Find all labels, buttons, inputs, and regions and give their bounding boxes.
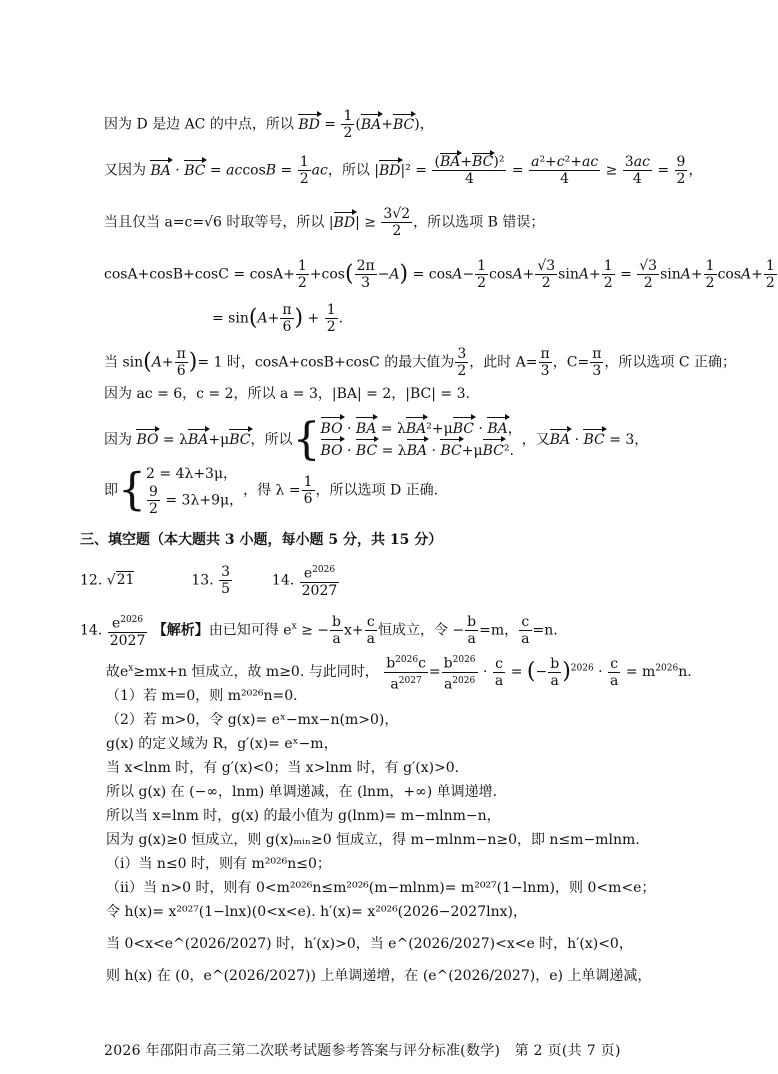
text-l8d: = 3， [609, 432, 649, 448]
text-l3: 当且仅当 a=c=√6 时取等号，所以 | [104, 214, 334, 231]
explanation-p6: 所以当 x=lnm 时，g(x) 的最小值为 g(lnm)= m−mlnm−n， [106, 808, 501, 824]
answer-12-label: 12. [80, 572, 103, 589]
explanation-p8: （ⅰ）当 n≤0 时，则有 m²⁰²⁶n≤0； [106, 856, 331, 872]
answer-13-label: 13. [191, 572, 214, 589]
line-equality: 当且仅当 a=c=√6 时取等号，所以 |BD| ≥ $\frac{3√2}{2}$ ，所以选项 B 错误； [104, 206, 545, 239]
text-l2b: ，所以 | [327, 162, 379, 179]
text-l1: 因为 D 是边 AC 的中点，所以 [104, 116, 294, 133]
line-bd-midpoint: 因为 D 是边 AC 的中点，所以 BD = $\frac{1}{2}$ (BA+BC)， [104, 108, 434, 141]
explanation-line-2: 故$e^x\ge mx+n$ 恒成立，故 m≥0. 与此同时， $\frac{b^{2026}c}{a^{2027}}$ = $\frac{b^{2026}}{a^{2026}}$ · $\frac{c}{a}$ = (− $\frac{b}{a}$ )$^{2026}$ · $\frac{c}{a}$ = $m^{2026}n$. [106, 652, 692, 692]
explanation-p3: g(x) 的定义域为 R，g′(x)= eˣ−m， [106, 736, 338, 752]
line-solve: 即{ 2 = 4λ+3μ， $\frac{9}{2}$ = 3λ+9μ， ，得 λ = $\frac{1}{6}$ ，所以选项 D 正确. [104, 464, 439, 517]
text-l6c: ，此时 A= [469, 354, 538, 371]
text-l6d: ，C= [552, 354, 590, 371]
text-l8b: ，所以 [250, 432, 293, 448]
explanation-p12: 则 h(x) 在 (0，e^(2026/2027)) 上单调递增，在 (e^(2026/2027)，e) 上单调递减， [106, 968, 652, 984]
explanation-p4: 当 x<lnm 时，有 g′(x)<0；当 x>lnm 时，有 g′(x)>0. [106, 760, 460, 776]
line-sides [104, 384, 470, 404]
explanation-p5: 所以 g(x) 在 (−∞，lnm) 单调递减，在 (lnm，+∞) 单调递增. [106, 784, 498, 800]
line-sin-form: = sin(A+ $\frac{\pi}{6}$ ) + $\frac{1}{2}$ . [212, 302, 344, 335]
text-l6a: 当 sin [104, 354, 144, 371]
text-l6e: ，所以选项 C 正确； [604, 354, 737, 371]
explanation-head: 14. $\frac{e^{2026}}{2027}$ 【解析】由已知可得 $e^x$ ≥ − $\frac{b}{a}$ x+ $\frac{c}{a}$ 恒成立，令 − $\frac{b}{a}$ =m， $\frac{c}{a}$ =n. [80, 613, 558, 649]
section-title: 三、填空题（本大题共 3 小题，每小题 5 分，共 15 分） [80, 532, 443, 548]
answer-14-label: 14. [271, 572, 295, 589]
explanation-p10: 令 h(x)= x²⁰²⁷(1−lnx)(0<x<e). h′(x)= x²⁰²⁶(2026−2027lnx)， [106, 904, 527, 920]
explanation-p11: 当 0<x<e^(2026/2027) 时，h′(x)>0，当 e^(2026/2027)<x<e 时，h′(x)<0， [106, 936, 633, 952]
line-cos-sum: cosA+cosB+cosC = cosA+ $\frac{1}{2}$ +cos( $\frac{2\pi}{3}$ −A) = cosA− $\frac{1}{2}$ cosA+ $\frac{√3}{2}$ sinA+ $\frac{1}{2}$ = $\frac{√3}{2}$ sinA+ $\frac{1}{2}$ cosA+ $\frac{1}{2}$ [104, 258, 775, 291]
text-l5a: = sin [212, 310, 249, 327]
text-l9c: ，所以选项 D 正确. [315, 482, 439, 499]
text-l9b: ，得 λ = [243, 482, 301, 499]
explanation-p7: 因为 g(x)≥0 恒成立，则 g(x)ₘᵢₙ≥0 恒成立，得 m−mlnm−n≥0，即 n≤m−mlnm. [106, 832, 640, 848]
explanation-p2: （2）若 m>0，令 g(x)= eˣ−mx−n(m>0)， [106, 712, 399, 728]
text-l2: 又因为 [104, 162, 146, 179]
text-l3b: ，所以选项 B 错误； [413, 214, 545, 231]
text-l7: 因为 ac = 6，c = 2，所以 a = 3，|BA| = 2，|BC| = 3. [104, 386, 470, 402]
line-dot-product: 又因为 BA · BC = accosB = $\frac{1}{2}$ ac，所以 |BD|² = $\frac{\text{(BA+BC)²}}{4}$ = $\frac{\text{a²+c²+ac}}{4}$ ≥ $\frac{3ac}{4}$ = $\frac{9}{2}$ ， [104, 154, 703, 187]
text-l6b: = 1 时，cosA+cosB+cosC 的最大值为 [197, 354, 455, 371]
text-l4a: cosA+cosB+cosC = cosA+ [104, 266, 295, 283]
text-l8c: ，又 [521, 432, 550, 448]
explanation-p1: （1）若 m=0，则 m²⁰²⁶n=0. [106, 688, 298, 704]
line-bo-system: 因为 BO = λBA+μBC，所以{ BO · BA = λBA²+μBC · BA， BO · BC = λBA · BC+μBC². ，又BA · BC = 3， [104, 414, 649, 465]
line-max-value: 当 sin(A+ $\frac{\pi}{6}$ )= 1 时，cosA+cosB+cosC 的最大值为 $\frac{3}{2}$ ，此时 A= $\frac{\pi}{3}$ ，C= $\frac{\pi}{3}$ ，所以选项 C 正确； [104, 346, 737, 379]
text-l9a: 即 [104, 482, 118, 499]
explanation-p9: （ⅱ）当 n>0 时，则有 0<m²⁰²⁶n≤m²⁰²⁶(m−mlnm)= m²⁰²⁷(1−lnm)，则 0<m<e； [106, 880, 656, 896]
page-footer: 2026 年邵阳市高三第二次联考试题参考答案与评分标准(数学) 第 2 页(共 7 页) [104, 1043, 621, 1059]
answers-row: 12. √21 13. $\frac{3}{5}$ 14. $\frac{e^{2026}}{2027}$ [80, 563, 338, 599]
text-l8a: 因为 [104, 432, 132, 448]
